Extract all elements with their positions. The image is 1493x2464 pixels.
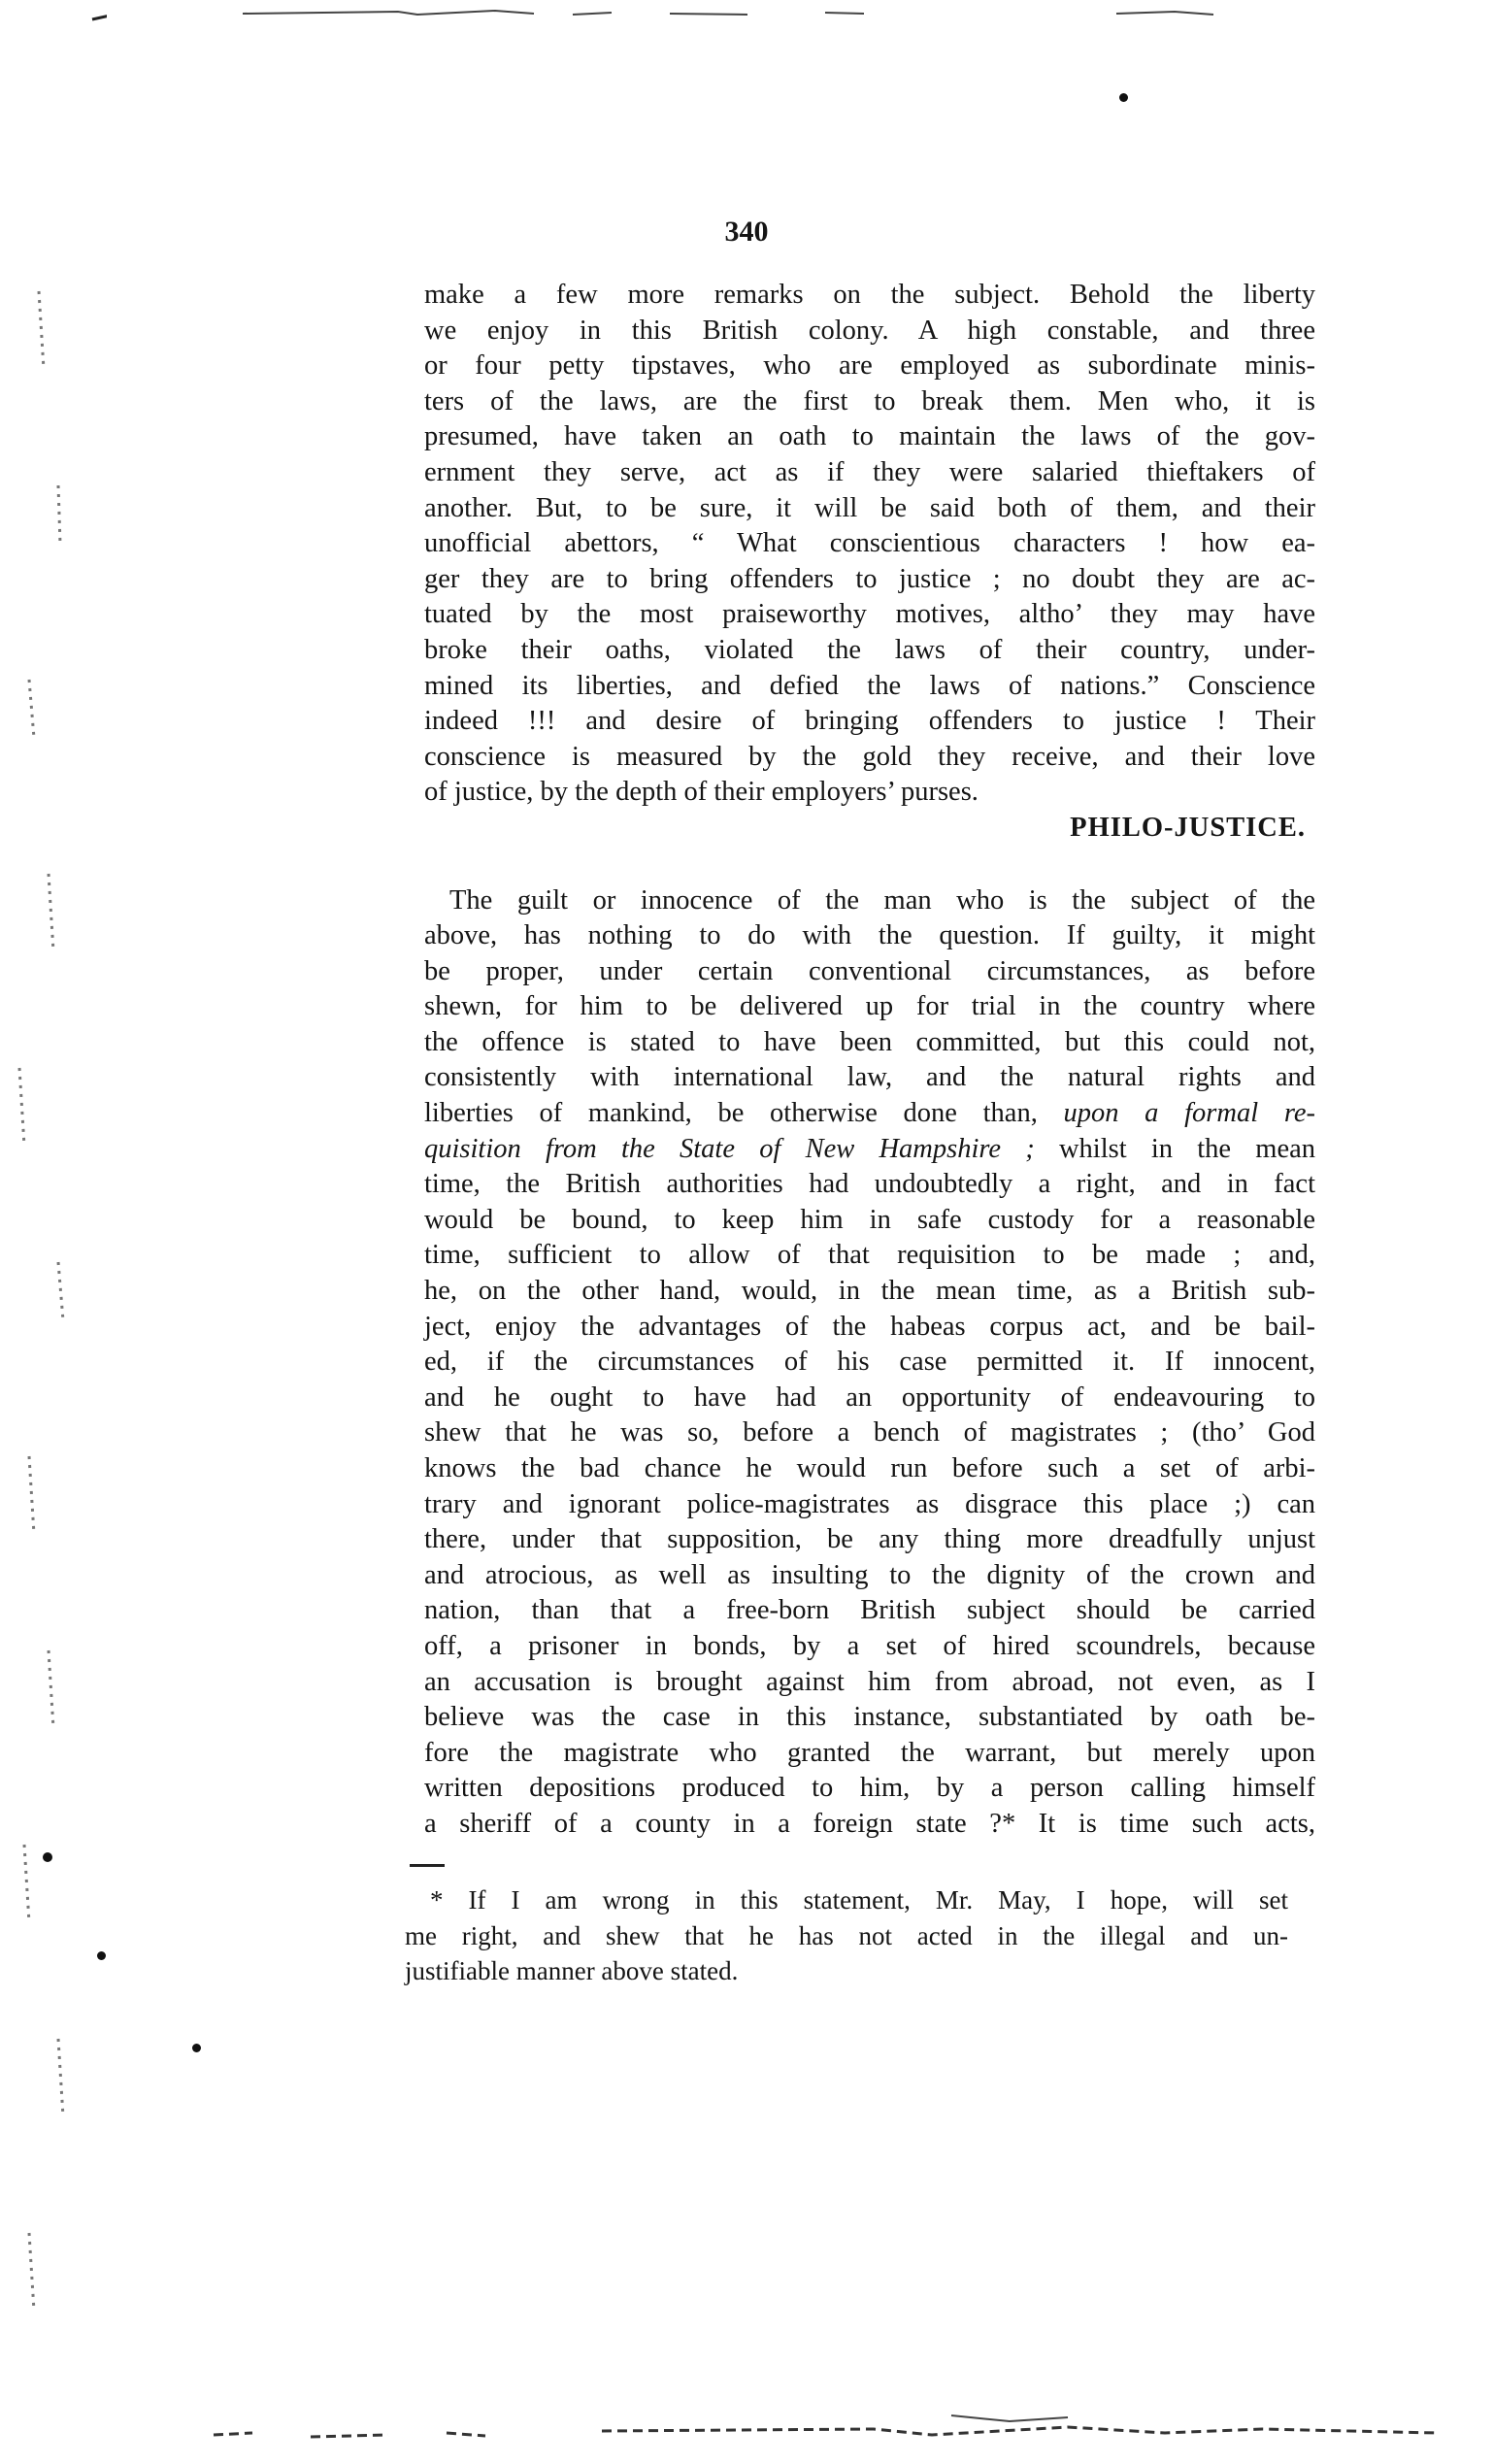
text-line: another. But, to be sure, it will be said both of them, and their xyxy=(424,492,1315,523)
ink-spot xyxy=(192,2044,201,2052)
paragraph-2 xyxy=(424,883,1315,1843)
footnote-line: me right, and shew that he has not acted in the illegal and un- xyxy=(405,1920,1288,1950)
text-line: the offence is stated to have been committed, but this could not, xyxy=(424,1026,1315,1057)
footnote xyxy=(405,1883,1288,1990)
text-line: would be bound, to keep him in safe custody for a reasonable xyxy=(424,1204,1315,1235)
text-line: ernment they serve, act as if they were salaried thieftakers of xyxy=(424,456,1315,487)
section-gap xyxy=(424,847,1315,883)
scan-edge-bottom xyxy=(194,2406,1456,2454)
footnote-rule xyxy=(410,1864,445,1867)
text-line: unofficial abettors, “ What conscientious characters ! how ea- xyxy=(424,528,1315,559)
page-number: 340 xyxy=(724,216,769,248)
ink-spot xyxy=(97,1951,106,1960)
text-line: tuated by the most praiseworthy motives, altho’ they may have xyxy=(424,599,1315,630)
text-line: indeed !!! and desire of bringing offenders to justice ! Their xyxy=(424,706,1315,737)
text-line: presumed, have taken an oath to maintain the laws of the gov- xyxy=(424,421,1315,452)
text-line: ject, enjoy the advantages of the habeas corpus act, and be bail- xyxy=(424,1311,1315,1342)
text-line: time, sufficient to allow of that requisition to be made ; and, xyxy=(424,1240,1315,1271)
text-line: liberties of mankind, be otherwise done than, upon a formal re- xyxy=(424,1098,1315,1129)
text-line: broke their oaths, violated the laws of their country, under- xyxy=(424,634,1315,665)
text-line: nation, than that a free-born British subject should be carried xyxy=(424,1595,1315,1626)
text-line: shew that he was so, before a bench of magistrates ; (tho’ God xyxy=(424,1417,1315,1448)
text-line: we enjoy in this British colony. A high constable, and three xyxy=(424,315,1315,346)
text-line: and he ought to have had an opportunity of endeavouring to xyxy=(424,1382,1315,1413)
text-line: a sheriff of a county in a foreign state ?* It is time such acts, xyxy=(424,1808,1315,1839)
text-line: mined its liberties, and defied the laws of nations.” Conscience xyxy=(424,670,1315,701)
text-line: fore the magistrate who granted the warrant, but merely upon xyxy=(424,1737,1315,1768)
signature: PHILO-JUSTICE. xyxy=(1070,812,1306,843)
footnote-line: * If I am wrong in this statement, Mr. May, I hope, will set xyxy=(430,1885,1288,1915)
text-line: shewn, for him to be delivered up for trial in the country where xyxy=(424,991,1315,1022)
text-line: consistently with international law, and the natural rights and xyxy=(424,1062,1315,1093)
main-text xyxy=(424,278,1315,1843)
text-line: above, has nothing to do with the question. If guilty, it might xyxy=(424,920,1315,951)
text-line: ed, if the circumstances of his case permitted it. If innocent, xyxy=(424,1347,1315,1378)
text-line: quisition from the State of New Hampshire ; whilst in the mean xyxy=(424,1133,1315,1164)
text-line: or four petty tipstaves, who are employed as subordinate minis- xyxy=(424,350,1315,382)
text-line: knows the bad chance he would run before such a set of arbi- xyxy=(424,1453,1315,1483)
scan-edge-left xyxy=(0,0,107,2464)
text-line: and atrocious, as well as insulting to the dignity of the crown and xyxy=(424,1559,1315,1590)
text-line: The guilt or innocence of the man who is the subject of the xyxy=(449,884,1315,916)
text-line: he, on the other hand, would, in the mean time, as a British sub- xyxy=(424,1276,1315,1307)
text-line: be proper, under certain conventional circumstances, as before xyxy=(424,955,1315,986)
text-line: ters of the laws, are the first to break them. Men who, it is xyxy=(424,385,1315,416)
text-line: of justice, by the depth of their employers’ purses. xyxy=(424,777,979,808)
text-line: there, under that supposition, be any thing more dreadfully unjust xyxy=(424,1524,1315,1555)
text-line: make a few more remarks on the subject. Behold the liberty xyxy=(424,280,1315,310)
text-line: believe was the case in this instance, substantiated by oath be- xyxy=(424,1702,1315,1733)
text-line: off, a prisoner in bonds, by a set of hired scoundrels, because xyxy=(424,1630,1315,1661)
text-line: ger they are to bring offenders to justice ; no doubt they are ac- xyxy=(424,563,1315,594)
text-line: trary and ignorant police-magistrates as disgrace this place ;) can xyxy=(424,1488,1315,1519)
text-line: conscience is measured by the gold they receive, and their love xyxy=(424,741,1315,772)
footnote-line: justifiable manner above stated. xyxy=(405,1956,739,1986)
text-line: written depositions produced to him, by a person calling himself xyxy=(424,1773,1315,1804)
paragraph-1 xyxy=(424,278,1315,811)
text-line: time, the British authorities had undoubtedly a right, and in fact xyxy=(424,1169,1315,1200)
ink-spot xyxy=(1119,93,1128,102)
scan-edge-top xyxy=(243,6,1311,19)
text-line: an accusation is brought against him from abroad, not even, as I xyxy=(424,1666,1315,1697)
ink-spot xyxy=(43,1852,52,1862)
